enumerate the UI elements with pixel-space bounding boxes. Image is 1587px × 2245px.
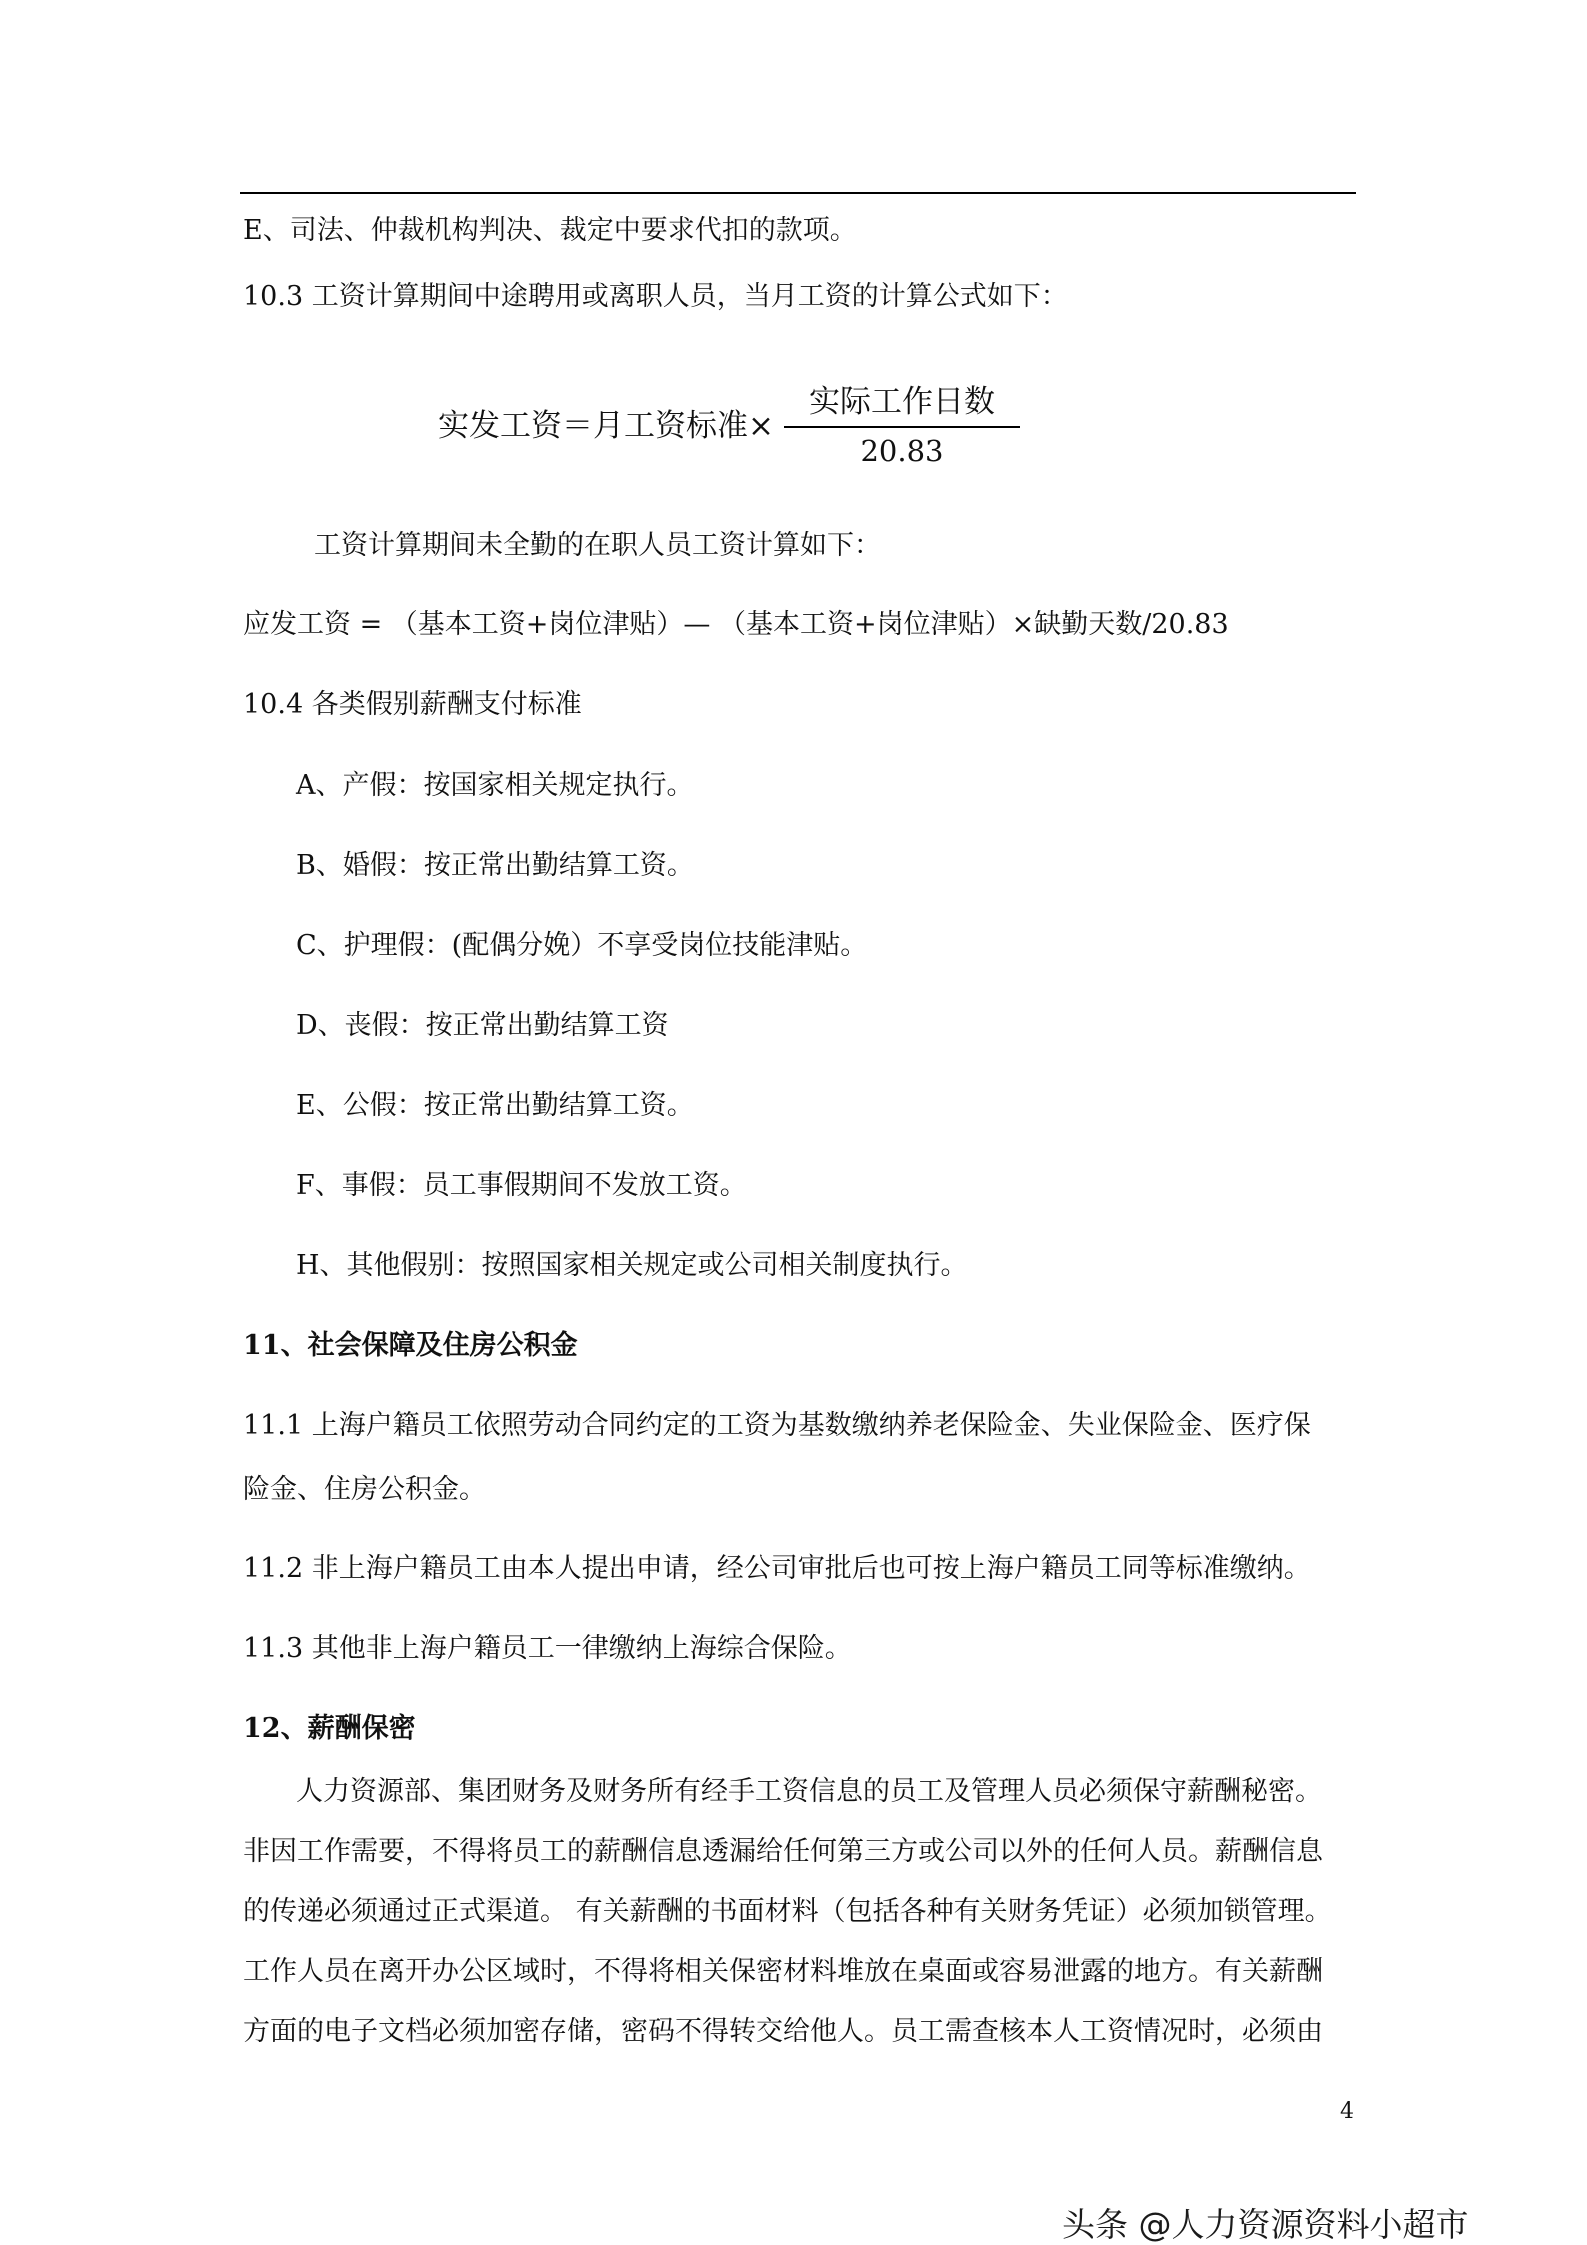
leave-item-f: F、事假：员工事假期间不发放工资。 (296, 1170, 747, 1201)
confidentiality-line3: 的传递必须通过正式渠道。 有关薪酬的书面材料（包括各种有关财务凭证）必须加锁管理。 (243, 1896, 1332, 1927)
section-10-4: 10.4 各类假别薪酬支付标准 (243, 689, 582, 720)
formula-numerator: 实际工作日数 (809, 384, 995, 420)
section-10-3: 10.3 工资计算期间中途聘用或离职人员，当月工资的计算公式如下： (243, 281, 1068, 312)
confidentiality-line4: 工作人员在离开办公区域时，不得将相关保密材料堆放在桌面或容易泄露的地方。有关薪酬 (243, 1956, 1323, 1987)
absence-formula: 应发工资 = （基本工资+岗位津贴）— （基本工资+岗位津贴）×缺勤天数/20.83 (243, 609, 1229, 640)
page-number: 4 (1340, 2099, 1354, 2124)
absence-intro: 工资计算期间未全勤的在职人员工资计算如下： (314, 530, 881, 561)
section-11-3: 11.3 其他非上海户籍员工一律缴纳上海综合保险。 (243, 1633, 852, 1664)
leave-item-b: B、婚假：按正常出勤结算工资。 (296, 850, 694, 881)
fraction-bar (784, 426, 1020, 428)
formula-denominator: 20.83 (860, 434, 944, 468)
salary-formula (438, 382, 1038, 492)
leave-item-a: A、产假：按国家相关规定执行。 (296, 770, 694, 801)
confidentiality-line5: 方面的电子文档必须加密存储，密码不得转交给他人。员工需查核本人工资情况时，必须由 (243, 2016, 1323, 2047)
watermark-attribution: 头条 @人力资源资料小超市 (1062, 2205, 1469, 2244)
item-e-deduction: E、司法、仲裁机构判决、裁定中要求代扣的款项。 (243, 215, 857, 246)
section-11-heading: 11、社会保障及住房公积金 (243, 1330, 578, 1361)
leave-item-h: H、其他假别：按照国家相关规定或公司相关制度执行。 (296, 1250, 968, 1281)
leave-item-d: D、丧假：按正常出勤结算工资 (296, 1010, 669, 1041)
confidentiality-line2: 非因工作需要，不得将员工的薪酬信息透漏给任何第三方或公司以外的任何人员。薪酬信息 (243, 1836, 1323, 1867)
section-11-1-line2: 险金、住房公积金。 (243, 1474, 486, 1505)
section-11-2: 11.2 非上海户籍员工由本人提出申请，经公司审批后也可按上海户籍员工同等标准缴纳。 (243, 1553, 1311, 1584)
formula-fraction (784, 382, 1020, 470)
section-11-1-line1: 11.1 上海户籍员工依照劳动合同约定的工资为基数缴纳养老保险金、失业保险金、医疗保 (243, 1410, 1311, 1441)
leave-item-c: C、护理假：(配偶分娩）不享受岗位技能津贴。 (296, 930, 868, 961)
section-12-heading: 12、薪酬保密 (243, 1713, 416, 1744)
confidentiality-line1: 人力资源部、集团财务及财务所有经手工资信息的员工及管理人员必须保守薪酬秘密。 (296, 1776, 1322, 1807)
formula-lhs: 实发工资＝月工资标准× (438, 408, 774, 444)
header-rule (240, 192, 1356, 194)
leave-item-e: E、公假：按正常出勤结算工资。 (296, 1090, 694, 1121)
